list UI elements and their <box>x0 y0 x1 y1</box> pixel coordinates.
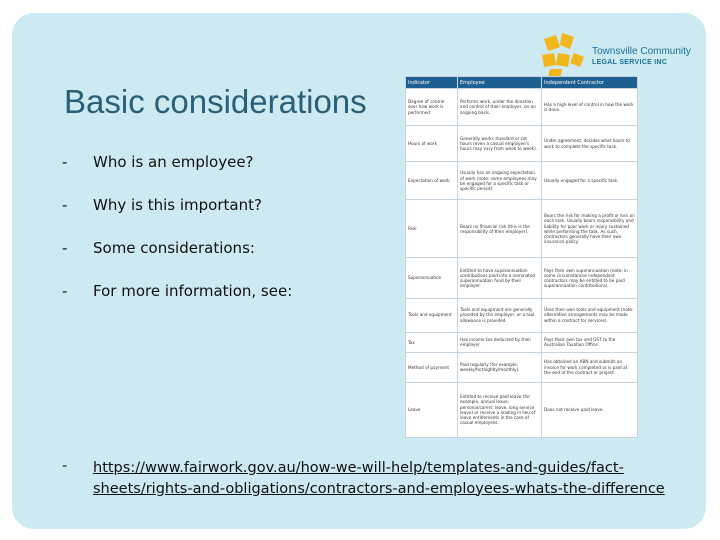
table-row <box>406 298 638 332</box>
table-cell: Pays their own superannuation (note: in some circumstances independent contractors may be entitled to be paid superannuation contributions). <box>542 258 638 298</box>
table-cell: Entitled to have superannuation contributions paid into a nominated superannuation fund by their employer. <box>458 258 542 298</box>
table-row <box>406 332 638 352</box>
bullet-text: Who is an employee? <box>93 153 254 171</box>
table-cell: Bears no financial risk (this is the responsibility of their employer). <box>458 200 542 258</box>
table-header-cell: Indicator <box>406 77 458 89</box>
bullet-dash: - <box>62 458 68 474</box>
table-cell: Under agreement, decides what hours to work to complete the specific task. <box>542 126 638 162</box>
slide <box>12 13 706 529</box>
table-header-cell: Independent Contractor <box>542 77 638 89</box>
table-cell: Generally works standard or set hours (even a casual employee's hours may vary from week to week). <box>458 126 542 162</box>
table-row <box>406 258 638 298</box>
table-cell: Has income tax deducted by their employer. <box>458 332 542 352</box>
table-cell: Has a high level of control in how the work is done. <box>542 89 638 126</box>
table-cell: Has obtained an ABN and submits an invoice for work completed or is paid at the end of the contract or project. <box>542 352 638 382</box>
table-row <box>406 162 638 200</box>
table-cell: Does not receive paid leave. <box>542 382 638 437</box>
bullet-text: Some considerations: <box>93 239 255 257</box>
bullet-text: For more information, see: <box>93 282 293 300</box>
bullet-dash: - <box>62 153 68 171</box>
logo-mark-icon <box>540 31 590 81</box>
table-row <box>406 200 638 258</box>
table-cell: Usually engaged for a specific task. <box>542 162 638 200</box>
bullet-dash: - <box>62 282 68 300</box>
bullet-dash: - <box>62 196 68 214</box>
table-cell: Tools and equipment <box>406 298 458 332</box>
table-header-cell: Employee <box>458 77 542 89</box>
comparison-table <box>405 76 638 438</box>
table-cell: Tax <box>406 332 458 352</box>
table-cell: Paid regularly (for example, weekly/fortnightly/monthly). <box>458 352 542 382</box>
logo-name: Townsville Community <box>592 46 691 57</box>
table-cell: Hours of work <box>406 126 458 162</box>
bullet-dash: - <box>62 239 68 257</box>
bullet-text: Why is this important? <box>93 196 262 214</box>
organization-logo <box>540 31 706 81</box>
table-cell: Usually has an ongoing expectation of work (note: some employees may be engaged for a specific task or specific period). <box>458 162 542 200</box>
table-row <box>406 382 638 437</box>
table-cell: Leave <box>406 382 458 437</box>
table-cell: Entitled to receive paid leave (for example, annual leave, personal/carers' leave, long service leave) or receive a loading in lieu of leave entitlements in the case of casual employees. <box>458 382 542 437</box>
table-cell: Method of payment <box>406 352 458 382</box>
table-cell: Performs work, under the direction and control of their employer, on an ongoing basis. <box>458 89 542 126</box>
table-row <box>406 89 638 126</box>
table-cell: Expectation of work <box>406 162 458 200</box>
table-cell: Risk <box>406 200 458 258</box>
table-header-row <box>406 77 638 89</box>
slide-title: Basic considerations <box>64 83 367 120</box>
logo-subtitle: LEGAL SERVICE INC <box>592 59 668 66</box>
fairwork-link[interactable]: https://www.fairwork.gov.au/how-we-will-help/templates-and-guides/fact-sheets/rights-and-obligations/contractors-and-employees-whats-the-difference <box>93 460 665 497</box>
table-row <box>406 352 638 382</box>
table-cell: Pays their own tax and GST to the Australian Taxation Office. <box>542 332 638 352</box>
table-cell: Uses their own tools and equipment (note: alternative arrangements may be made within a contract for services). <box>542 298 638 332</box>
table-cell: Bears the risk for making a profit or loss on each task. Usually bears responsibility and liability for poor work or injury sustained while performing the task. As such, contractors generally have their own insurance policy. <box>542 200 638 258</box>
table-cell: Superannuation <box>406 258 458 298</box>
table-cell: Tools and equipment are generally provided by the employer, or a tool allowance is provided. <box>458 298 542 332</box>
table-cell: Degree of control over how work is performed <box>406 89 458 126</box>
table-row <box>406 126 638 162</box>
